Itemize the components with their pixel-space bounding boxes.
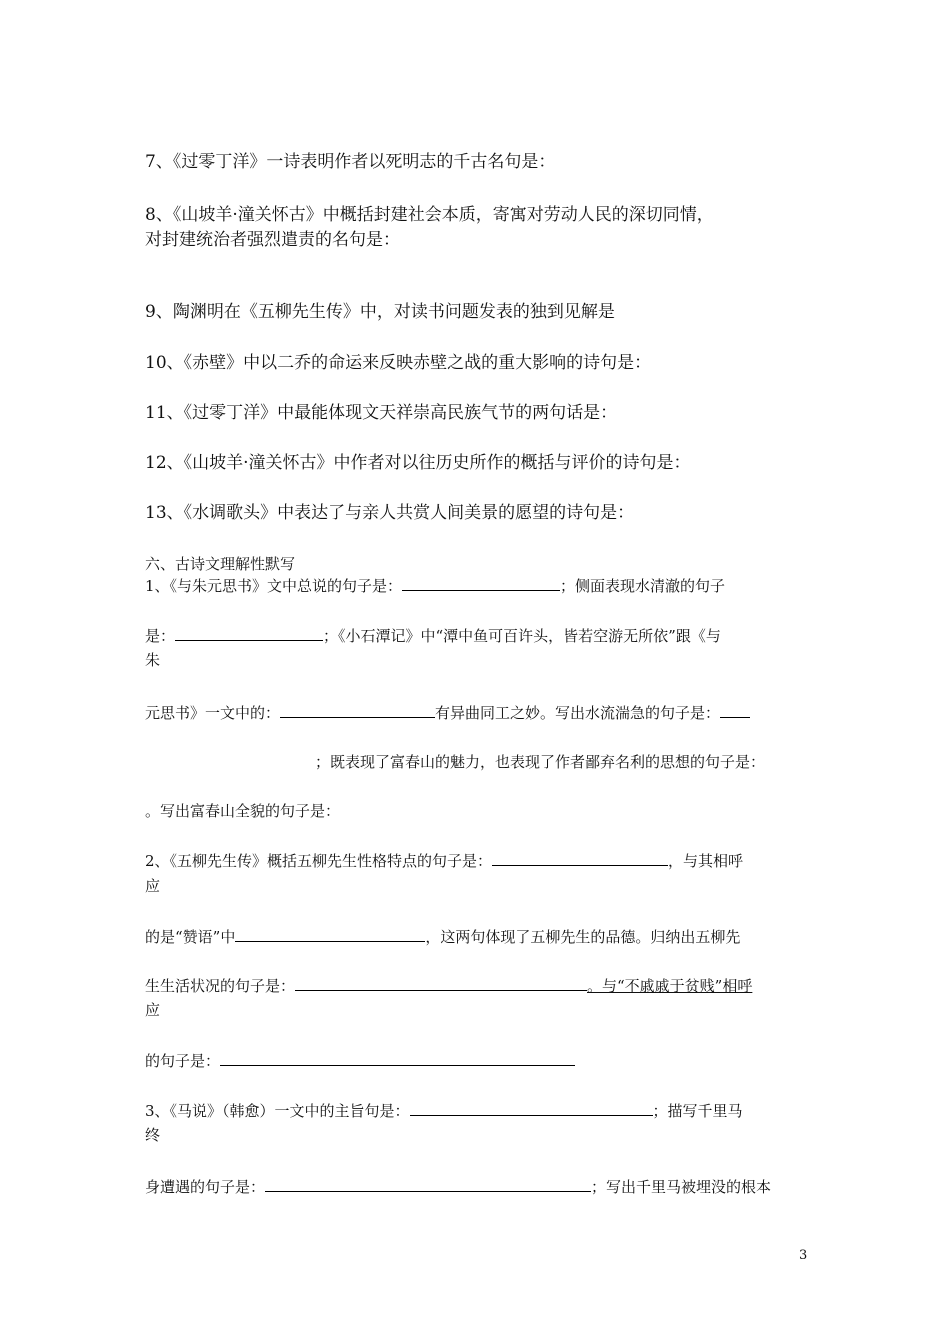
question-13: 13、《水调歌头》中表达了与亲人共赏人间美景的愿望的诗句是： bbox=[145, 503, 635, 523]
answer-blank[interactable] bbox=[175, 626, 323, 641]
question-11: 11、《过零丁洋》中最能体现文天祥崇高民族气节的两句话是： bbox=[145, 403, 618, 423]
answer-blank[interactable] bbox=[220, 1051, 575, 1066]
s2-line-2: 应 bbox=[145, 877, 161, 895]
answer-blank[interactable] bbox=[402, 576, 560, 591]
s2-text-f: 生生活状况的句子是： bbox=[145, 977, 296, 995]
s1-text-d: ；《小石潭记》中“潭中鱼可百许头，皆若空游无所依”跟《与 bbox=[323, 627, 721, 645]
s2-text-d: 的是“赞语”中 bbox=[145, 928, 236, 946]
question-9: 9、陶渊明在《五柳先生传》中，对读书问题发表的独到见解是 bbox=[145, 302, 615, 322]
s1-line-3: 朱 bbox=[145, 651, 161, 669]
s3-text-b: ；描写千里马 bbox=[652, 1102, 743, 1120]
s3-line-2: 终 bbox=[145, 1126, 161, 1144]
answer-blank[interactable] bbox=[235, 927, 425, 942]
s2-text-a: 2、《五柳先生传》概括五柳先生性格特点的句子是： bbox=[145, 852, 493, 870]
s1-line-2 bbox=[145, 625, 721, 647]
s1-text-g: 有异曲同工之妙。写出水流湍急的句子是： bbox=[435, 704, 721, 722]
s3-text-e: ；写出千里马被埋没的根本 bbox=[591, 1178, 772, 1196]
s2-line-3 bbox=[145, 926, 740, 948]
s2-text-b: ，与其相呼 bbox=[668, 852, 744, 870]
s1-text-a: 1、《与朱元思书》文中总说的句子是： bbox=[145, 577, 403, 595]
question-12: 12、《山坡羊·潼关怀古》中作者对以往历史所作的概括与评价的诗句是： bbox=[145, 453, 691, 473]
answer-blank[interactable] bbox=[280, 703, 435, 718]
s3-line-3 bbox=[145, 1176, 771, 1198]
question-8-line-1: 8、《山坡羊·潼关怀古》中概括封建社会本质，寄寓对劳动人民的深切同情， bbox=[145, 205, 714, 225]
s2-line-4 bbox=[145, 975, 752, 997]
s2-text-g: 。与“不戚戚于贫贱”相呼 bbox=[587, 977, 753, 995]
s2-line-1 bbox=[145, 850, 743, 872]
s2-line-6 bbox=[145, 1050, 575, 1072]
s1-text-c: 是： bbox=[145, 627, 176, 645]
section-heading: 六、古诗文理解性默写 bbox=[145, 555, 296, 573]
s1-text-b: ；侧面表现水清澈的句子 bbox=[560, 577, 726, 595]
s1-text-f: 元思书》一文中的： bbox=[145, 704, 281, 722]
s1-line-4 bbox=[145, 702, 750, 724]
question-7: 7、《过零丁洋》一诗表明作者以死明志的千古名句是： bbox=[145, 152, 556, 172]
s2-text-e: ，这两句体现了五柳先生的品德。归纳出五柳先 bbox=[425, 928, 741, 946]
page-number: 3 bbox=[799, 1248, 808, 1263]
question-8-line-2: 对封建统治者强烈遣责的名句是： bbox=[145, 230, 400, 250]
answer-blank[interactable] bbox=[295, 976, 587, 991]
s1-line-1 bbox=[145, 575, 725, 597]
s2-text-i: 的句子是： bbox=[145, 1052, 221, 1070]
question-10: 10、《赤壁》中以二乔的命运来反映赤壁之战的重大影响的诗句是： bbox=[145, 353, 652, 373]
s3-text-a: 3、《马说》（韩愈）一文中的主旨句是： bbox=[145, 1102, 410, 1120]
s3-text-d: 身遭遇的句子是： bbox=[145, 1178, 266, 1196]
answer-blank[interactable] bbox=[492, 851, 668, 866]
s1-line-5: ；既表现了富春山的魅力，也表现了作者鄙弃名利的思想的句子是： bbox=[315, 753, 766, 771]
s1-line-6: 。写出富春山全貌的句子是： bbox=[145, 802, 341, 820]
answer-blank[interactable] bbox=[720, 703, 750, 718]
answer-blank[interactable] bbox=[410, 1101, 653, 1116]
answer-blank[interactable] bbox=[265, 1177, 591, 1192]
s2-line-5: 应 bbox=[145, 1001, 161, 1019]
s3-line-1 bbox=[145, 1100, 743, 1122]
